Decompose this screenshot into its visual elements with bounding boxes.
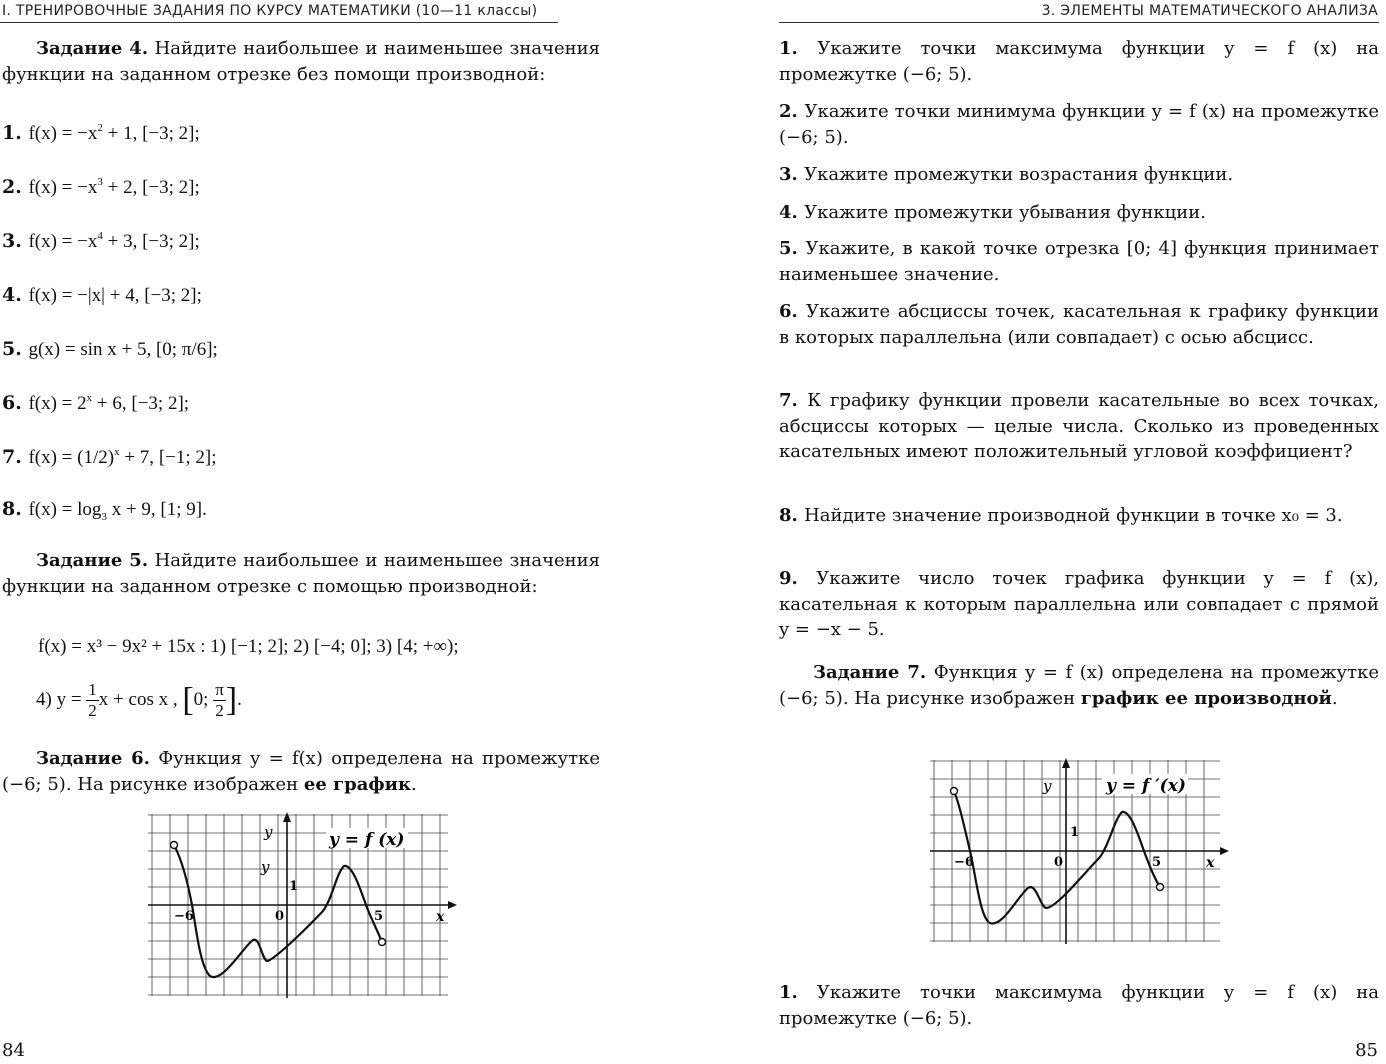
question-number: 4. — [779, 202, 805, 223]
task4-paragraph — [2, 36, 600, 87]
task6-bold: ее график — [303, 773, 411, 795]
task4-item-number: 3. — [2, 230, 29, 252]
question-item — [779, 236, 1379, 287]
fraction-denominator: 2 — [88, 701, 97, 720]
y-label-left: y — [264, 823, 273, 841]
task4-item-exponent: 3 — [97, 176, 103, 188]
function-graph-left — [148, 812, 458, 998]
task5-line2-prefix: 4) y = — [36, 688, 87, 710]
task4-item-function: f(x) = (1/2) — [28, 447, 115, 468]
x-label-right: x — [1206, 855, 1215, 871]
task7-bold: график ее производной — [1080, 687, 1332, 709]
question-number: 8. — [779, 505, 805, 526]
y-axis-arrow-right — [1062, 758, 1070, 768]
task4-item-interval: [−3; 2]; — [131, 393, 190, 414]
task4-item-exponent: 2 — [97, 122, 103, 134]
question-item — [779, 503, 1379, 529]
task6-label: Задание 6. — [36, 748, 150, 769]
final-question — [779, 980, 1379, 1031]
task4-item-function: f(x) = 2 — [28, 393, 87, 414]
question-text: Укажите, в какой точке отрезка [0; 4] функция принимает наименьшее значение. — [779, 238, 1380, 285]
task4-item-number: 7. — [2, 446, 29, 468]
open-endpoint-left-start — [171, 842, 178, 849]
derivative-graph-right — [930, 758, 1230, 944]
tick-5-right: 5 — [1152, 855, 1162, 870]
interval-fraction — [213, 680, 226, 721]
task4-text: Найдите наибольшее и наименьшее значения функции на заданном отрезке без помощи производной: — [2, 38, 600, 85]
question-item — [779, 162, 1379, 188]
question-number: 1. — [779, 38, 818, 59]
interval-numerator: π — [215, 680, 224, 699]
task4-item — [2, 446, 217, 469]
task6-period: . — [410, 773, 417, 795]
left-page-number: 84 — [2, 1040, 25, 1061]
task4-item — [2, 392, 189, 415]
task6-paragraph — [2, 746, 600, 797]
task4-item-interval: [1; 9]. — [160, 499, 207, 520]
task4-item-interval: [−1; 2]; — [158, 447, 217, 468]
task4-item-number: 6. — [2, 392, 29, 414]
question-text: Укажите число точек графика функции y = f (x), касательная к которым параллельна или совпадает с прямой y = −x − 5. — [779, 568, 1380, 640]
task4-item — [2, 284, 202, 307]
task4-item-number: 4. — [2, 284, 29, 306]
task4-item-exponent: x — [114, 446, 120, 458]
question-number: 7. — [779, 390, 808, 411]
task5-line1: f(x) = x³ − 9x² + 15x : 1) [−1; 2]; 2) [−4; 0]; 3) [4; +∞); — [38, 636, 459, 657]
right-page-header: 3. ЭЛЕМЕНТЫ МАТЕМАТИЧЕСКОГО АНАЛИЗА — [1041, 3, 1378, 19]
tick-minus6-left: −6 — [174, 909, 194, 924]
task5-fraction — [86, 680, 99, 721]
question-number: 6. — [779, 301, 806, 322]
task4-item-rest: + 1, — [102, 123, 143, 144]
right-page-number: 85 — [1355, 1040, 1378, 1061]
task4-item-number: 8. — [2, 498, 29, 520]
task4-item-exponent: 4 — [97, 230, 103, 242]
task5-text: Найдите наибольшее и наименьшее значения функции на заданном отрезке с помощью производной: — [2, 550, 600, 597]
interval-denominator: 2 — [215, 701, 224, 720]
task4-item-function: f(x) = log — [28, 499, 102, 520]
tick-0-right: 0 — [1054, 855, 1064, 870]
question-number: 5. — [779, 238, 806, 259]
task6-text: Функция y = f(x) определена на промежутке (−6; 5). На рисунке изображен — [2, 748, 600, 795]
task4-item-number: 2. — [2, 176, 29, 198]
task4-item-interval: [−3; 2]; — [144, 285, 202, 306]
right-header-rule — [779, 22, 1379, 23]
task7-period: . — [1331, 687, 1338, 709]
open-endpoint-right-start — [951, 788, 958, 795]
task4-item-rest: x + 9, — [106, 499, 161, 520]
task5-paragraph — [2, 548, 600, 599]
question-item — [779, 388, 1379, 465]
task4-item-rest: + 3, — [102, 231, 143, 252]
task4-item-function: f(x) = −|x| + 4, — [28, 285, 140, 306]
task4-item-exponent: x — [86, 392, 93, 404]
task4-item-function: f(x) = −x — [28, 231, 98, 252]
task4-label: Задание 4. — [36, 38, 149, 59]
task4-item-number: 5. — [2, 338, 29, 360]
question-text: Укажите точки минимума функции y = f (x) на промежутке (−6; 5). — [779, 101, 1380, 148]
question-text: Укажите абсциссы точек, касательная к графику функции в которых параллельна (или совпадает) с осью абсцисс. — [779, 301, 1379, 348]
task4-item-exponent: 3 — [101, 510, 107, 523]
task4-item — [2, 230, 200, 253]
y-label-left-2: y — [261, 858, 270, 876]
task4-item-function: g(x) = sin x + 5, — [28, 339, 152, 360]
question-number: 2. — [779, 101, 805, 122]
task4-item-function: f(x) = −x — [28, 177, 98, 198]
task4-item-rest: + 6, — [92, 393, 132, 414]
task4-item-interval: [−3; 2]; — [142, 231, 200, 252]
question-number: 9. — [779, 568, 817, 589]
question-text: К графику функции провели касательные во всех точках, абсциссы которых — целые числа. Сколько из проведенных касательных имеют положительный угловой коэффициент? — [779, 390, 1379, 462]
x-axis-arrow-left — [448, 901, 457, 909]
task5-label: Задание 5. — [36, 550, 149, 571]
left-page-header: I. ТРЕНИРОВОЧНЫЕ ЗАДАНИЯ ПО КУРСУ МАТЕМАТИКИ (10—11 классы) — [2, 3, 538, 19]
task4-item-interval: [−3; 2]; — [142, 177, 200, 198]
question-item — [779, 200, 1379, 226]
open-endpoint-right-end — [1157, 884, 1164, 891]
task4-item-interval: [0; π/6]; — [155, 339, 218, 360]
task5-line2-suffix: x + cos x , — [98, 688, 178, 710]
question-text: Укажите промежутки убывания функции. — [804, 202, 1206, 223]
task4-item-interval: [−3; 2]; — [142, 123, 200, 144]
question-item — [779, 299, 1379, 350]
task4-item — [2, 338, 218, 361]
question-item — [779, 36, 1379, 87]
task7-paragraph — [779, 660, 1379, 711]
question-number: 3. — [779, 164, 805, 185]
task7-label: Задание 7. — [813, 662, 927, 683]
graph-title-left: y = f (x) — [329, 830, 405, 850]
x-label-left: x — [436, 909, 445, 925]
graph-title-right: y = f ′(x) — [1106, 776, 1186, 796]
task7-text: Функция y = f (x) определена на промежутке (−6; 5). На рисунке изображен — [779, 662, 1379, 709]
tick-0-left: 0 — [275, 909, 285, 924]
tick-1-right: 1 — [1070, 825, 1080, 840]
task5-line2: 4) y = $\frac{1}{2}$ x + cos x , [0; $\frac{\pi}{2}$ ]. — [36, 680, 242, 720]
bracket-open: [ — [182, 681, 194, 719]
tick-minus6-right: −6 — [954, 855, 974, 870]
y-label-right: y — [1043, 777, 1052, 795]
final-question-text: Укажите точки максимума функции y = f (x) на промежутке (−6; 5). — [779, 982, 1379, 1029]
tick-1-left: 1 — [289, 879, 299, 894]
tick-5-left: 5 — [374, 909, 384, 924]
task4-item-rest: + 7, — [119, 447, 159, 468]
y-axis-arrow-left — [283, 812, 291, 822]
task4-item — [2, 122, 200, 145]
interval-start: 0; — [193, 688, 209, 710]
task4-item-number: 1. — [2, 122, 29, 144]
question-text: Найдите значение производной функции в точке x₀ = 3. — [804, 505, 1343, 526]
question-text: Укажите точки максимума функции y = f (x) на промежутке (−6; 5). — [779, 38, 1380, 85]
task4-item — [2, 498, 207, 523]
left-header-rule — [0, 22, 558, 23]
x-axis-arrow-right — [1220, 847, 1229, 855]
bracket-close: ] — [225, 681, 238, 719]
task4-item-function: f(x) = −x — [28, 123, 98, 144]
question-item — [779, 99, 1379, 150]
task4-item — [2, 176, 200, 199]
question-item — [779, 566, 1379, 643]
task4-item-rest: + 2, — [102, 177, 143, 198]
final-question-number: 1. — [779, 982, 798, 1003]
open-endpoint-left-end — [379, 939, 386, 946]
fraction-numerator: 1 — [88, 680, 97, 699]
question-text: Укажите промежутки возрастания функции. — [804, 164, 1234, 185]
